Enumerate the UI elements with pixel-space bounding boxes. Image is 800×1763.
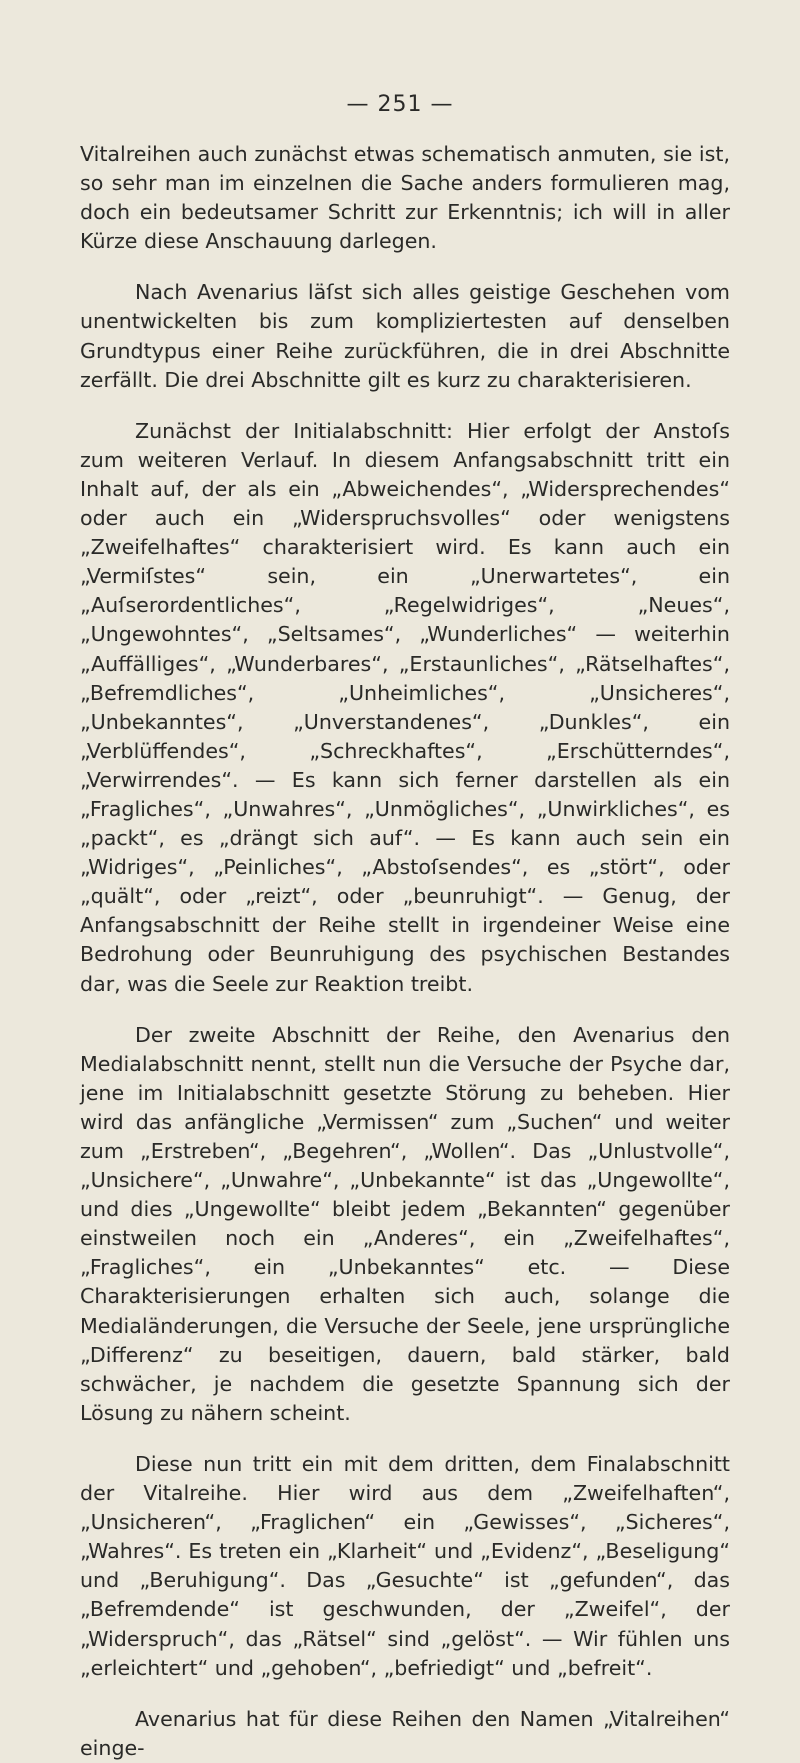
paragraph-final-section: Diese nun tritt ein mit dem dritten, dem Finalabschnitt der Vitalreihe. Hier wird aus dem „Zweifelhaften“, „Unsicheren“, „Fraglichen“ ein „Gewisses“, „Sicheres“, „Wahres“. Es treten ein „Klarheit“ und „Evidenz“, „Beseligung“ und „Beruhigung“. Das „Gesuchte“ ist „gefunden“, das „Befremdende“ ist geschwunden, der „Zweifel“, der „Widerspruch“, das „Rätsel“ sind „gelöst“. — Wir fühlen uns „erleichtert“ und „gehoben“, „befriedigt“ und „befreit“. — [80, 1451, 730, 1680]
paragraph-vitalreihen-name: Avenarius hat für diese Reihen den Namen „Vitalreihen“ einge- — [80, 1706, 730, 1760]
body-text — [80, 140, 730, 1763]
paragraph-continuation: Vitalreihen auch zunächst etwas schematisch anmuten, sie ist, so sehr man im einzelnen die Sache anders formulieren mag, doch ein bedeutsamer Schritt zur Erkenntnis; ich will in aller Kürze diese Anschauung darlegen. — [80, 142, 730, 254]
paragraph-avenarius-intro: Nach Avenarius läſst sich alles geistige Geschehen vom unentwickelten bis zum kompliziertesten auf denselben Grundtypus einer Reihe zurückführen, die in drei Abschnitte zerfällt. Die drei Abschnitte gilt es kurz zu charakterisieren. — [80, 280, 730, 392]
paragraph-medial-section: Der zweite Abschnitt der Reihe, den Avenarius den Medialabschnitt nennt, stellt nun die Versuche der Psyche dar, jene im Initialabschnitt gesetzte Störung zu beheben. Hier wird das anfängliche „Vermissen“ zum „Suchen“ und weiter zum „Erstreben“, „Begehren“, „Wollen“. Das „Unlustvolle“, „Unsichere“, „Unwahre“, „Unbekannte“ ist das „Ungewollte“, und dies „Ungewollte“ bleibt jedem „Bekannten“ gegenüber einstweilen noch ein „Anderes“, ein „Zweifelhaftes“, „Fragliches“, ein „Unbekanntes“ etc. — Diese Charakterisierungen erhalten sich auch, solange die Medialänderungen, die Versuche der Seele, jene ursprüngliche „Differenz“ zu beseitigen, dauern, bald stärker, bald schwächer, je nachdem die gesetzte Spannung sich der Lösung zu nähern scheint. — [80, 1022, 730, 1425]
page-number: — 251 — — [346, 92, 454, 117]
paragraph-initial-section: Zunächst der Initialabschnitt: Hier erfolgt der Anstoſs zum weiteren Verlauf. In diesem Anfangsabschnitt tritt ein Inhalt auf, der als ein „Abweichendes“, „Widersprechendes“ oder auch ein „Widerspruchsvolles“ oder wenigstens „Zweifelhaftes“ charakterisiert wird. Es kann auch ein „Vermiſstes“ sein, ein „Unerwartetes“, ein „Auſserordentliches“, „Regelwidriges“, „Neues“, „Ungewohntes“, „Seltsames“, „Wunderliches“ — weiterhin „Auffälliges“, „Wunderbares“, „Erstaunliches“, „Rätselhaftes“, „Befremdliches“, „Unheimliches“, „Unsicheres“, „Unbekanntes“, „Unverstandenes“, „Dunkles“, ein „Verblüffendes“, „Schreckhaftes“, „Erschütterndes“, „Verwirrendes“. — Es kann sich ferner darstellen als ein „Fragliches“, „Unwahres“, „Unmögliches“, „Unwirkliches“, es „packt“, es „drängt sich auf“. — Es kann auch sein ein „Widriges“, „Peinliches“, „Abstoſsendes“, es „stört“, oder „quält“, oder „reizt“, oder „beunruhigt“. — Genug, der Anfangsabschnitt der Reihe stellt in irgendeiner Weise eine Bedrohung oder Beunruhigung des psychischen Bestandes dar, was die Seele zur Reaktion treibt. — [80, 418, 730, 996]
